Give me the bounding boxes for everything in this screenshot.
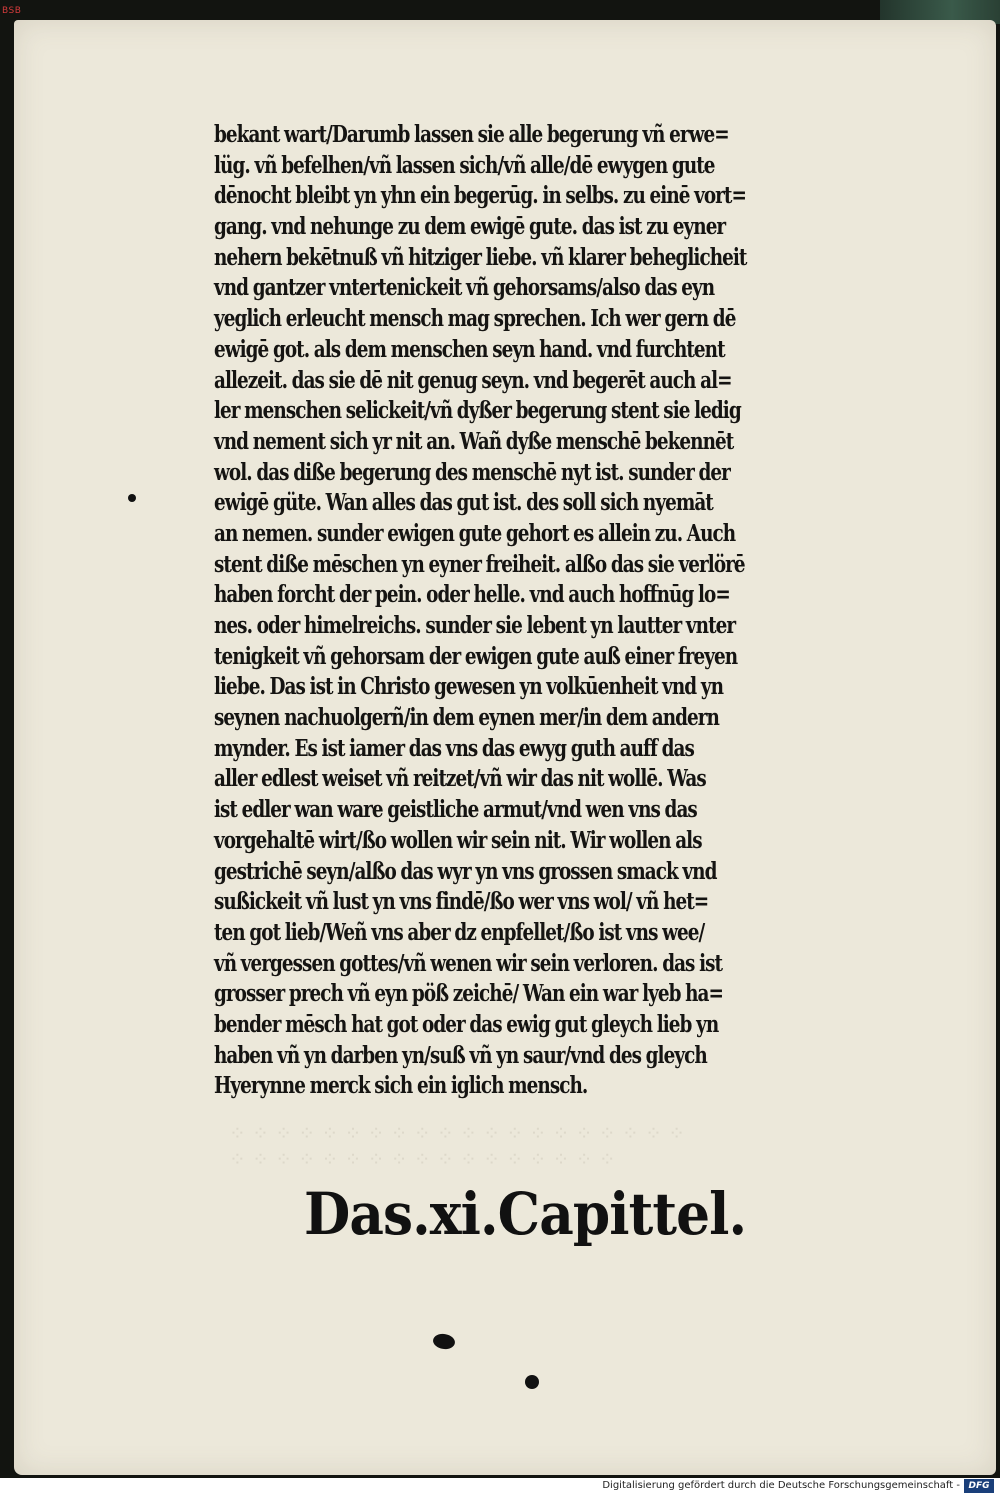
text-line: an nemen. sunder ewigen gute gehort es allein zu. Auch <box>214 519 736 547</box>
text-line: mynder. Es ist iamer das vns das ewyg guth auff das <box>214 734 694 762</box>
ornament-dot <box>432 1333 456 1351</box>
text-line: haben forcht der pein. oder helle. vnd auch hoffnūg lo= <box>214 581 730 609</box>
text-line: vorgehaltē wirt/ßo wollen wir sein nit. Wir wollen als <box>214 826 702 854</box>
show-through-texture: ⁘ ⁘ ⁘ ⁘ ⁘ ⁘ ⁘ ⁘ ⁘ ⁘ ⁘ ⁘ ⁘ ⁘ ⁘ ⁘ ⁘ ⁘ ⁘ ⁘ ⁘ ⁘ ⁘ ⁘ ⁘ ⁘ ⁘ ⁘ ⁘ ⁘ ⁘ ⁘ ⁘ ⁘ ⁘ ⁘ ⁘ <box>229 1121 685 1171</box>
dfg-logo: DFG <box>964 1479 994 1493</box>
text-line: dēnocht bleibt yn yhn ein begerūg. in selbs. zu einē vort= <box>214 182 746 210</box>
text-line: ten got lieb/Weñ vns aber dz enpfellet/ßo ist vns wee/ <box>214 918 705 946</box>
text-line: allezeit. das sie dē nit genug seyn. vnd begerēt auch al= <box>214 366 732 394</box>
text-line: ist edler wan ware geistliche armut/vnd wen vns das <box>214 796 697 824</box>
text-line: vnd nement sich yr nit an. Wañ dyße menschē bekennēt <box>214 427 734 455</box>
text-line: ewigē güte. Wan alles das gut ist. des soll sich nyemāt <box>214 489 713 517</box>
chapter-heading: Das.xi.Capittel. <box>304 1180 747 1248</box>
text-line: wol. das diße begerung des menschē nyt ist. sunder der <box>214 458 730 486</box>
text-line: sußickeit vñ lust yn vns findē/ßo wer vns wol/ vñ het= <box>214 888 709 916</box>
body-text <box>214 120 904 1102</box>
text-line: seynen nachuolgerñ/in dem eynen mer/in dem andern <box>214 704 719 732</box>
text-line: ler menschen selickeit/vñ dyßer begerung stent sie ledig <box>214 397 741 425</box>
book-page <box>14 20 996 1475</box>
text-line: liebe. Das ist in Christo gewesen yn volkūenheit vnd yn <box>214 673 723 701</box>
text-line: gang. vnd nehunge zu dem ewigē gute. das ist zu eyner <box>214 213 726 241</box>
library-mark: BSB <box>2 6 22 16</box>
digitization-footer <box>0 1478 1000 1495</box>
text-line: grosser prech vñ eyn pöß zeichē/ Wan ein war lyeb ha= <box>214 980 723 1008</box>
text-line: haben vñ yn darben yn/suß vñ yn saur/vnd des gleych <box>214 1041 707 1069</box>
text-line: bender mēsch hat got oder das ewig gut gleych lieb yn <box>214 1010 719 1038</box>
text-line: gestrichē seyn/alßo das wyr yn vns grossen smack vnd <box>214 857 717 885</box>
text-line: ewigē got. als dem menschen seyn hand. vnd furchtent <box>214 335 725 363</box>
funding-credit: Digitalisierung gefördert durch die Deutsche Forschungsgemeinschaft - <box>602 1480 960 1491</box>
text-line: yeglich erleucht mensch mag sprechen. Ich wer gern dē <box>214 305 736 333</box>
text-line: stent diße mēschen yn eyner freiheit. alßo das sie verlörē <box>214 550 745 578</box>
text-line: nehern bekētnuß vñ hitziger liebe. vñ klarer beheglicheit <box>214 243 747 271</box>
text-line: bekant wart/Darumb lassen sie alle begerung vñ erwe= <box>214 121 729 148</box>
text-line: aller edlest weiset vñ reitzet/vñ wir das nit wollē. Was <box>214 765 706 793</box>
text-line: vñ vergessen gottes/vñ wenen wir sein verloren. das ist <box>214 949 723 977</box>
text-line: lüg. vñ befelhen/vñ lassen sich/vñ alle/dē ewygen gute <box>214 151 715 179</box>
text-line: vnd gantzer vntertenickeit vñ gehorsams/also das eyn <box>214 274 715 302</box>
text-line: nes. oder himelreichs. sunder sie lebent yn lautter vnter <box>214 612 736 639</box>
text-line: Hyerynne merck sich ein iglich mensch. <box>214 1072 588 1100</box>
ornament-dot <box>525 1375 539 1389</box>
ink-spot <box>128 494 136 502</box>
text-line: tenigkeit vñ gehorsam der ewigen gute auß einer freyen <box>214 642 738 670</box>
